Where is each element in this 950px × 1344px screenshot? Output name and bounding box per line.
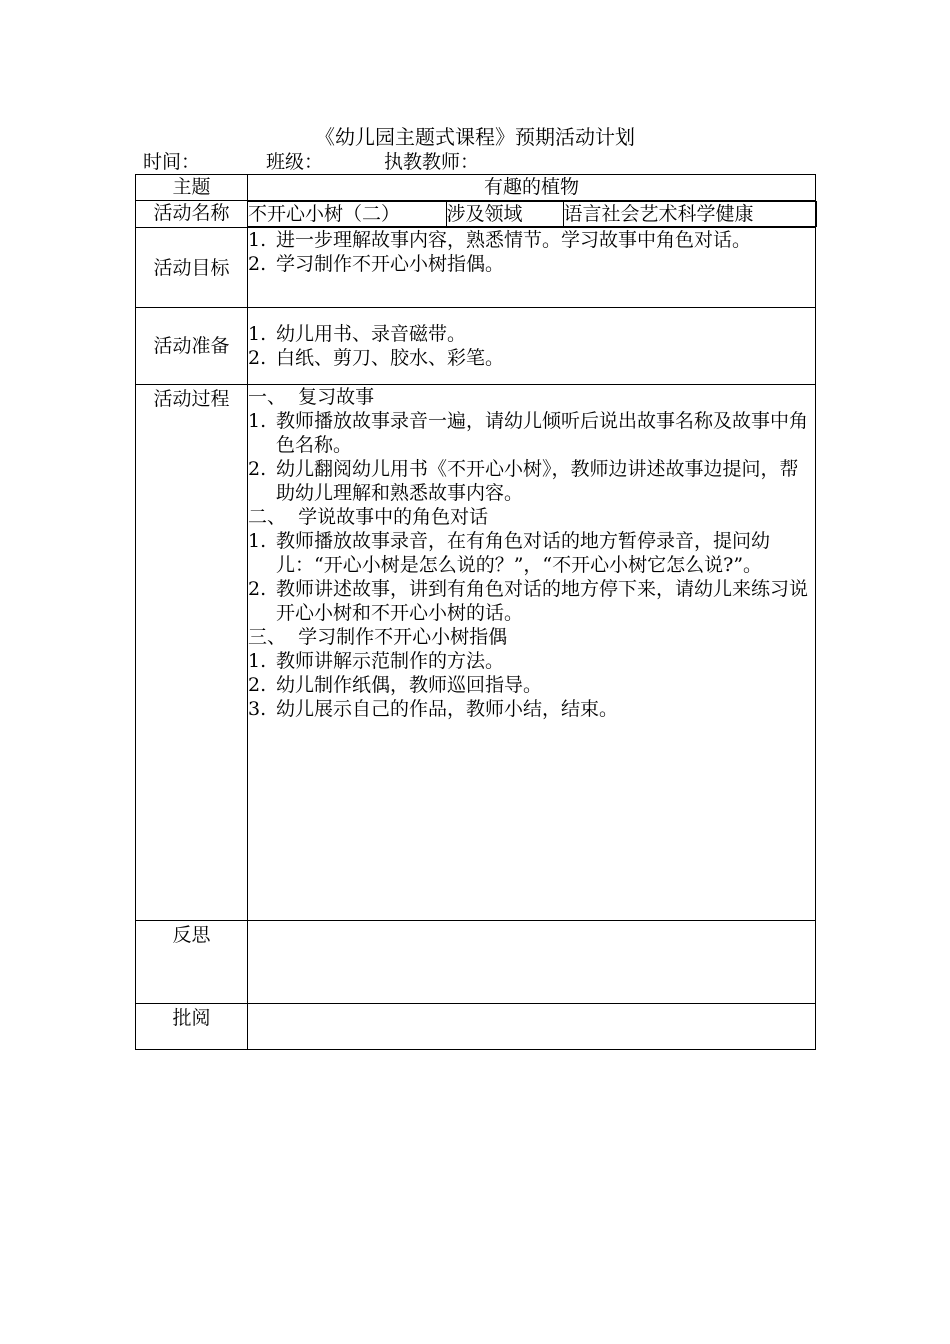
reflection-value (248, 921, 816, 1004)
goal-text: 学习制作不开心小树指偶。 (276, 253, 505, 275)
process-text: 幼儿展示自己的作品，教师小结，结束。 (276, 698, 619, 720)
time-label: 时间： (143, 151, 201, 173)
goal-number: 1. (248, 229, 267, 251)
process-row (136, 385, 816, 921)
process-number: 2. (248, 458, 267, 480)
process-section-heading: 三、 学习制作不开心小树指偶 (248, 626, 508, 648)
activity-name-label: 活动名称 (136, 201, 248, 228)
process-item (248, 649, 815, 673)
prep-text: 白纸、剪刀、胶水、彩笔。 (276, 347, 505, 369)
class-label: 班级： (266, 151, 324, 173)
goals-row (136, 228, 816, 308)
domain-label: 涉及领域 (446, 202, 563, 227)
activity-name-value: 不开心小树（二） (248, 202, 446, 227)
process-item (248, 697, 815, 721)
process-item (248, 409, 815, 457)
activity-plan-table (135, 174, 816, 1050)
process-number: 1. (248, 650, 267, 672)
theme-row (136, 175, 816, 201)
process-number: 3. (248, 698, 267, 720)
reflection-label: 反思 (136, 921, 248, 1004)
process-item (248, 529, 815, 577)
prep-item (248, 346, 815, 370)
activity-detail-cell (248, 201, 816, 228)
review-value (248, 1004, 816, 1050)
goals-label: 活动目标 (136, 228, 248, 308)
process-section-heading: 二、 学说故事中的角色对话 (248, 506, 489, 528)
prep-list (248, 308, 816, 385)
theme-label: 主题 (136, 175, 248, 201)
activity-row (136, 201, 816, 228)
process-item (248, 673, 815, 697)
prep-item (248, 322, 815, 346)
theme-value: 有趣的植物 (248, 175, 816, 201)
process-number: 2. (248, 578, 267, 600)
process-text: 教师讲解示范制作的方法。 (276, 650, 505, 672)
process-number: 1. (248, 530, 267, 552)
process-number: 1. (248, 410, 267, 432)
goals-list (248, 228, 816, 308)
goal-text: 进一步理解故事内容，熟悉情节。学习故事中角色对话。 (276, 229, 752, 251)
process-number: 2. (248, 674, 267, 696)
goal-item (248, 228, 815, 252)
prep-text: 幼儿用书、录音磁带。 (276, 323, 467, 345)
process-text: 教师播放故事录音一遍，请幼儿倾听后说出故事名称及故事中角色名称。 (276, 410, 809, 456)
process-item (248, 577, 815, 625)
process-item (248, 457, 815, 505)
prep-number: 2. (248, 347, 267, 369)
goal-number: 2. (248, 253, 267, 275)
process-content (248, 385, 816, 921)
reflection-row (136, 921, 816, 1004)
goal-item (248, 252, 815, 276)
prep-number: 1. (248, 323, 267, 345)
process-label: 活动过程 (136, 385, 248, 921)
prep-label: 活动准备 (136, 308, 248, 385)
process-text: 幼儿翻阅幼儿用书《不开心小树》，教师边讲述故事边提问，帮助幼儿理解和熟悉故事内容。 (276, 458, 799, 504)
process-text: 幼儿制作纸偶，教师巡回指导。 (276, 674, 543, 696)
process-section-heading: 一、 复习故事 (248, 386, 375, 408)
prep-row (136, 308, 816, 385)
teacher-label: 执教教师： (384, 151, 480, 173)
activity-detail-table (248, 201, 817, 227)
process-text: 教师播放故事录音，在有角色对话的地方暂停录音，提问幼儿：“开心小树是怎么说的？”，“不开心小树它怎么说?”。 (276, 530, 771, 576)
review-label: 批阅 (136, 1004, 248, 1050)
review-row (136, 1004, 816, 1050)
document-title: 《幼儿园主题式课程》预期活动计划 (315, 125, 635, 149)
process-text: 教师讲述故事，讲到有角色对话的地方停下来，请幼儿来练习说开心小树和不开心小树的话。 (276, 578, 809, 624)
domain-value: 语言社会艺术科学健康 (563, 202, 816, 227)
